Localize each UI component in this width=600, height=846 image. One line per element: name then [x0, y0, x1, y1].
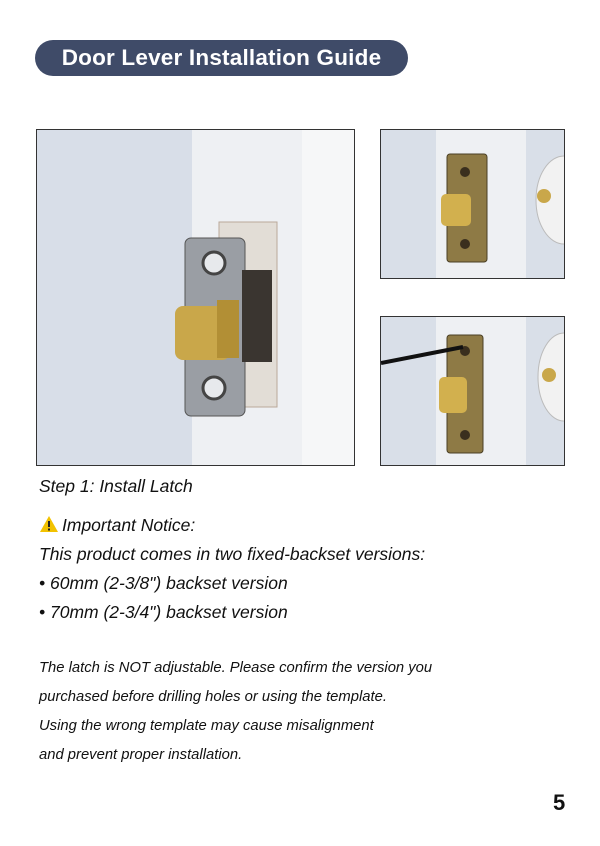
- notice-intro: This product comes in two fixed-backset versions:: [39, 544, 426, 564]
- bullet-60mm: • 60mm (2-3/8") backset version: [39, 573, 288, 593]
- page-title: Door Lever Installation Guide: [35, 40, 408, 76]
- notice-heading: [39, 515, 195, 536]
- note-line: Using the wrong template may cause misalignment: [39, 718, 374, 734]
- step-label: Step 1: Install Latch: [39, 476, 193, 496]
- note-line: The latch is NOT adjustable. Please confirm the version you: [39, 660, 433, 676]
- warning-icon: [39, 515, 59, 533]
- note-line: and prevent proper installation.: [39, 747, 243, 763]
- notice-heading-text: Important Notice:: [62, 515, 196, 535]
- bullet-70mm: • 70mm (2-3/4") backset version: [39, 602, 288, 622]
- latch-front-photo: [380, 129, 565, 279]
- latch-main-photo: [36, 129, 355, 466]
- latch-screwdriver-photo: [380, 316, 565, 466]
- note-line: purchased before drilling holes or using the template.: [39, 689, 387, 705]
- page-number: 5: [553, 790, 566, 815]
